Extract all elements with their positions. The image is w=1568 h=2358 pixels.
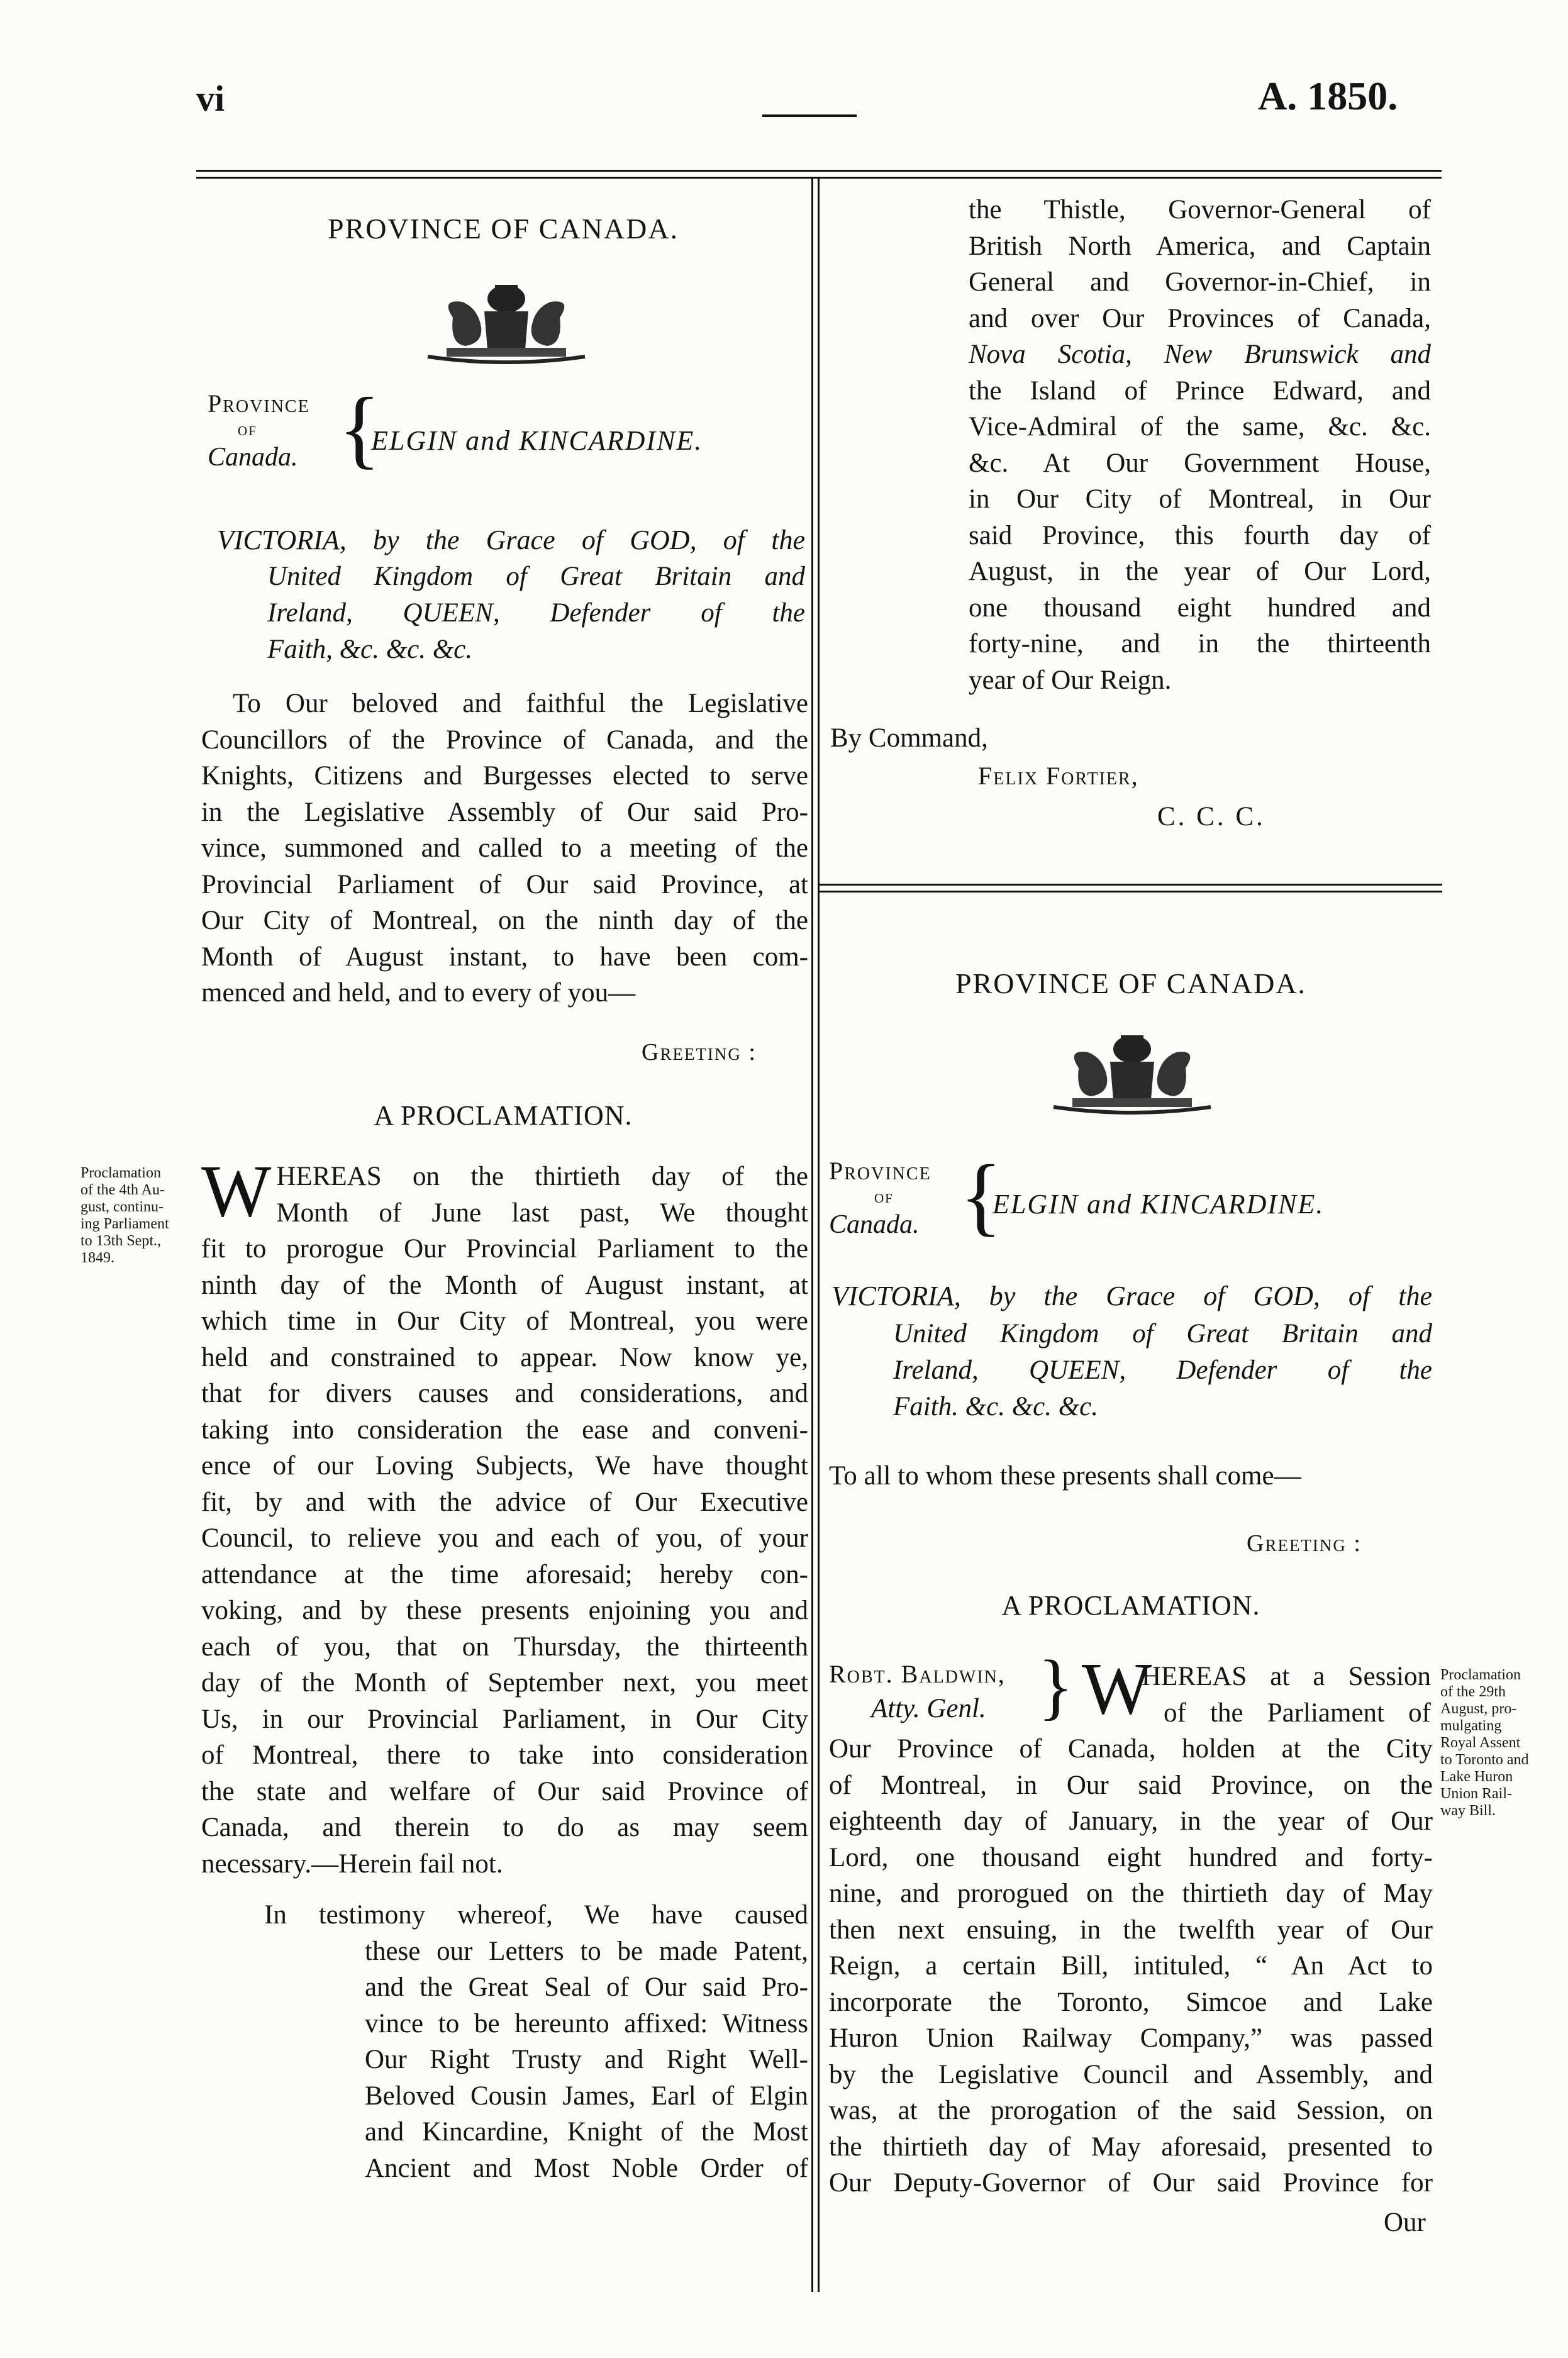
left-victoria-2: United Kingdom of Great Britain and [267,562,805,591]
column-divider-left [811,179,813,2292]
right-dropcap: W [1082,1647,1152,1730]
right-greeting: Greeting : [1247,1530,1362,1557]
left-whereas-line: of Montreal, there to take into consideration [201,1740,808,1770]
right-continuation-line: and over Our Provinces of Canada, [969,303,1431,333]
right-whereas-line: was, at the prorogation of the said Session, on [829,2096,1433,2125]
left-proclamation-title: A PROCLAMATION. [374,1100,633,1131]
left-whereas-line: HEREAS on the thirtieth day of the [276,1162,808,1191]
left-address-line: Month of August instant, to have been com- [201,942,808,972]
left-of-label: of [238,419,257,440]
right-section-rule-top [820,884,1442,886]
left-victoria-3: Ireland, QUEEN, Defender of the [267,598,805,628]
left-address-line: menced and held, and to every of you— [201,978,636,1008]
right-victoria-4: Faith. &c. &c. &c. [893,1392,1099,1421]
left-whereas-line: Us, in our Provincial Parliament, in Our City [201,1704,808,1734]
right-whereas-line: Reign, a certain Bill, intituled, “ An Act to [829,1951,1433,1981]
right-whereas-line: Our Province of Canada, holden at the City [829,1734,1433,1764]
royal-arms-icon [1041,1024,1223,1118]
left-whereas-line: day of the Month of September next, you meet [201,1668,808,1698]
left-whereas-line: necessary.—Herein fail not. [201,1849,503,1879]
right-continuation-line: said Province, this fourth day of [969,520,1431,550]
left-whereas-line: ninth day of the Month of August instant, at [201,1270,808,1300]
left-whereas-line: held and constrained to appear. Now know ye, [201,1342,808,1372]
left-testimony-line: and Kincardine, Knight of the Most [365,2117,808,2147]
right-continuation-line: one thousand eight hundred and [969,592,1431,623]
left-dropcap: W [201,1150,272,1232]
left-address-line: Councillors of the Province of Canada, and the [201,725,808,755]
left-testimony-line: Our Right Trusty and Right Well- [365,2045,808,2074]
right-brace-icon: { [960,1147,1003,1245]
right-attorney-name: Robt. Baldwin, [829,1660,1006,1688]
right-whereas-line: Our Deputy-Governor of Our said Province for [829,2168,1433,2198]
left-greeting: Greeting : [642,1039,757,1065]
right-continuation-line: Vice-Admiral of the same, &c. &c. [969,412,1431,442]
left-address-line: Knights, Citizens and Burgesses elected to serve [201,761,808,791]
page-number: vi [196,78,225,119]
left-testimony-line: and the Great Seal of Our said Pro- [365,1972,808,2002]
right-continuation [969,192,1431,698]
right-continuation-line: in Our City of Montreal, in Our [969,484,1431,514]
left-whereas-line: fit, by and with the advice of Our Executive [201,1487,808,1517]
left-whereas-line: taking into consideration the ease and conveni- [201,1415,808,1445]
left-whereas-line: which time in Our City of Montreal, you were [201,1306,808,1336]
left-canada-label: Canada. [208,443,298,472]
right-signer: Felix Fortier, [978,762,1139,790]
right-continuation-line: Nova Scotia, New Brunswick and [969,340,1431,369]
right-province-label: Province [829,1157,931,1185]
left-brace-icon: { [338,380,381,477]
right-continuation-line: British North America, and Captain [969,231,1431,261]
column-divider-right [818,179,820,2292]
right-continuation-line: year of Our Reign. [969,665,1172,695]
right-whereas-line: nine, and prorogued on the thirtieth day of May [829,1879,1433,1908]
royal-arms-icon [415,274,598,368]
left-whereas-line: the state and welfare of Our said Province of [201,1776,808,1806]
right-whereas-line: of Montreal, in Our said Province, on the [829,1770,1433,1800]
left-province-label: Province [208,389,310,418]
left-address-line: vince, summoned and called to a meeting of the [201,833,808,863]
left-address-line: To Our beloved and faithful the Legislative [233,689,808,718]
right-victoria-3: Ireland, QUEEN, Defender of the [893,1355,1432,1385]
left-whereas-line: Council, to relieve you and each of you, of your [201,1523,808,1553]
left-margin-note: Proclamation of the 4th Au- gust, continu- ing Parliament to 13th Sept., 1849. [81,1165,169,1266]
right-victoria-2: United Kingdom of Great Britain and [893,1319,1432,1349]
right-whereas-line: Huron Union Railway Company,” was passed [829,2023,1433,2053]
left-address-line: Our City of Montreal, on the ninth day of the [201,906,808,935]
left-victoria-4: Faith, &c. &c. &c. [267,635,473,664]
right-whereas-line: eighteenth day of January, in the year of Our [829,1806,1433,1836]
right-whereas-line: incorporate the Toronto, Simcoe and Lake [829,1987,1433,2017]
right-proclamation-title: A PROCLAMATION. [1001,1590,1260,1621]
right-continuation-line: the Island of Prince Edward, and [969,375,1431,406]
right-whereas-line: by the Legislative Council and Assembly, and [829,2059,1433,2089]
header-rule-top [196,170,1442,172]
left-heading: PROVINCE OF CANADA. [327,213,679,245]
page-year: A. 1850. [1258,74,1398,118]
left-address-line: Provincial Parliament of Our said Province, at [201,869,808,899]
right-to-all: To all to whom these presents shall come— [829,1461,1301,1491]
left-victoria-1: VICTORIA, by the Grace of GOD, of the [217,525,805,555]
header-dash [762,114,857,117]
left-testimony-line: Beloved Cousin James, Earl of Elgin [365,2081,808,2111]
left-testimony-line: these our Letters to be made Patent, [365,1936,808,1966]
left-testimony [264,1897,808,2186]
right-whereas-line: Lord, one thousand eight hundred and forty- [829,1842,1433,1872]
left-whereas [201,1150,808,1882]
left-testimony-line: Ancient and Most Noble Order of [365,2153,808,2183]
left-address [201,686,808,1011]
left-whereas-line: fit to prorogue Our Provincial Parliament to the [201,1234,808,1264]
left-whereas-line: voking, and by these presents enjoining you and [201,1596,808,1625]
left-whereas-line: each of you, that on Thursday, the thirteenth [201,1632,808,1662]
right-continuation-line: the Thistle, Governor-General of [969,195,1431,225]
right-of-label: of [874,1186,894,1207]
right-whereas [829,1731,1433,2201]
right-by-command: By Command, [830,723,988,753]
left-testimony-line: vince to be hereunto affixed: Witness [365,2008,808,2038]
right-canada-label: Canada. [829,1210,920,1239]
left-whereas-line: attendance at the time aforesaid; hereby con- [201,1559,808,1589]
right-whereas-line: then next ensuing, in the twelfth year of Our [829,1915,1433,1945]
right-continuation-line: August, in the year of Our Lord, [969,557,1431,586]
left-whereas-line: ence of our Loving Subjects, We have thought [201,1451,808,1481]
right-whereas-line: the thirtieth day of May aforesaid, presented to [829,2132,1433,2162]
left-whereas-line: Canada, and therein to do as may seem [201,1813,808,1842]
left-whereas-line: Month of June last past, We thought [276,1198,808,1228]
right-attorney-title: Atty. Genl. [871,1694,986,1723]
right-victoria-1: VICTORIA, by the Grace of GOD, of the [831,1281,1432,1311]
right-signer-title: C. C. C. [1157,802,1265,831]
right-section-rule-bottom [820,891,1442,893]
right-elgin: ELGIN and KINCARDINE. [993,1189,1325,1220]
left-whereas-line: that for divers causes and considerations, and [201,1379,808,1408]
left-address-line: in the Legislative Assembly of Our said Pro- [201,797,808,827]
left-testimony-line: In testimony whereof, We have caused [264,1900,808,1930]
right-catchword: Our [1384,2208,1426,2237]
right-continuation-line: General and Governor-in-Chief, in [969,267,1431,297]
right-whereas-first-1: HEREAS at a Session [1142,1662,1431,1691]
right-whereas-first-2: of the Parliament of [1164,1698,1431,1728]
right-attorney-brace-icon: } [1038,1645,1074,1727]
left-elgin: ELGIN and KINCARDINE. [371,425,703,456]
right-heading: PROVINCE OF CANADA. [955,967,1307,999]
right-margin-note: Proclamation of the 29th August, pro- mulgating Royal Assent to Toronto and Lake Huron Union Rail- way Bill. [1440,1667,1529,1819]
right-continuation-line: &c. At Our Government House, [969,448,1431,478]
right-continuation-line: forty-nine, and in the thirteenth [969,629,1431,659]
